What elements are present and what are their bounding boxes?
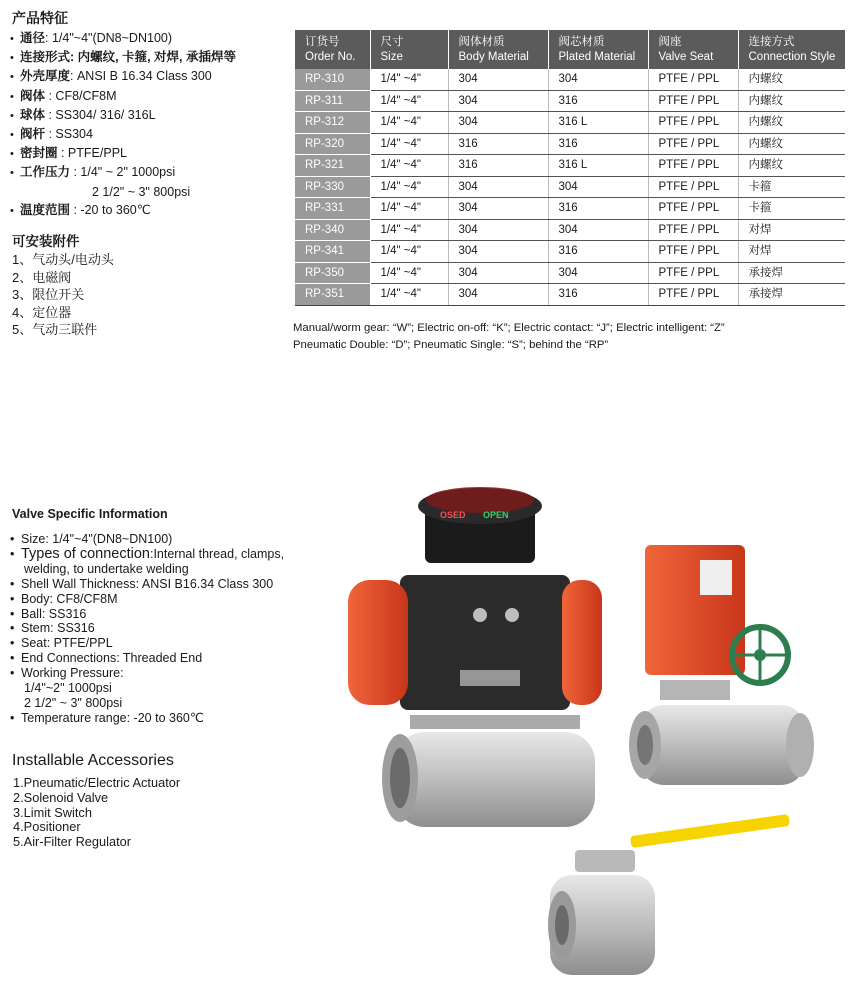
table-cell: 承接焊 [738,262,845,284]
column-header [370,30,448,69]
table-cell: 316 [548,90,648,112]
order-number-cell: RP-320 [295,133,370,155]
table-cell: PTFE / PPL [648,198,738,220]
column-header-en: Order No. [305,51,356,63]
list-item: • Temperature range: -20 to 360℃ [10,710,204,725]
order-number-cell: RP-321 [295,155,370,177]
order-number-cell: RP-330 [295,176,370,198]
table-cell: PTFE / PPL [648,262,738,284]
list-item: 2.Solenoid Valve [13,789,109,805]
list-item: 3、限位开关 [12,287,85,302]
table-cell: 对焊 [738,241,845,263]
table-row [295,198,845,220]
model-code-note [293,320,849,354]
table-cell: 304 [448,112,548,134]
table-cell: 内螺纹 [738,155,845,177]
note-line: Pneumatic Double: “D”; Pneumatic Single: “S”; behind the “RP” [293,339,609,351]
list-item: • 密封圈 : PTFE/PPL [10,146,127,161]
table-cell: 316 [448,155,548,177]
table-cell: 1/4" ~4" [370,133,448,155]
column-header-en: Body Material [458,51,529,63]
column-header [448,30,548,69]
list-item: 1、气动头/电动头 [12,252,114,267]
table-cell: 304 [448,198,548,220]
list-item: • Types of connection:Internal thread, clamps, welding, to undertake welding [10,545,285,576]
table-cell: 内螺纹 [738,90,845,112]
table-cell: 304 [448,262,548,284]
features-en-title: Valve Specific Information [12,507,168,521]
table-row [295,69,845,90]
indicator-open-text: OPEN [483,510,509,520]
table-cell: PTFE / PPL [648,133,738,155]
table-cell: 1/4" ~4" [370,284,448,306]
list-item: 4.Positioner [13,819,81,835]
table-cell: 316 [548,133,648,155]
list-item: • Body: CF8/CF8M [10,591,118,606]
accessories-zh-list [12,251,114,339]
column-header [295,30,370,69]
order-number-cell: RP-351 [295,284,370,306]
table-cell: 卡箍 [738,176,845,198]
order-number-cell: RP-311 [295,90,370,112]
indicator-closed-text: OSED [440,510,466,520]
table-cell: 316 [448,133,548,155]
table-cell: 316 L [548,112,648,134]
table-cell: 304 [548,176,648,198]
table-cell: 内螺纹 [738,69,845,90]
column-header-zh: 订货号 [305,36,340,48]
list-item: 3.Limit Switch [13,804,92,820]
table-row [295,155,845,177]
list-item: • Size: 1/4"~4"(DN8~DN100) [10,532,173,546]
table-cell: 卡箍 [738,198,845,220]
table-cell: 1/4" ~4" [370,262,448,284]
table-cell: 1/4" ~4" [370,176,448,198]
list-item: • 工作压力 : 1/4" ~ 2" 1000psi [10,165,176,180]
table-cell: 304 [448,284,548,306]
column-header [548,30,648,69]
table-cell: PTFE / PPL [648,241,738,263]
table-cell: 316 L [548,155,648,177]
table-row [295,219,845,241]
table-cell: PTFE / PPL [648,284,738,306]
list-item: • 通径: 1/4"~4"(DN8~DN100) [10,31,173,45]
list-item: 1.Pneumatic/Electric Actuator [13,775,181,790]
table-cell: 304 [548,219,648,241]
accessories-en-title: Installable Accessories [12,752,174,769]
list-item: • Working Pressure: 1/4"~2" 1000psi 2 1/2" ~ 3" 800psi [10,666,124,710]
accessories-zh-title: 可安装附件 [12,234,80,249]
list-item: 5、气动三联件 [12,322,98,337]
list-item: 5.Air-Filter Regulator [13,834,132,850]
table-row [295,176,845,198]
table-body [295,69,845,305]
column-header [738,30,845,69]
pneumatic-actuated-valve [348,487,602,827]
list-item: • Shell Wall Thickness: ANSI B16.34 Class 300 [10,576,274,591]
table-row [295,90,845,112]
table-cell: 304 [448,219,548,241]
table-cell: 304 [448,241,548,263]
order-number-cell: RP-341 [295,241,370,263]
table-cell: 内螺纹 [738,133,845,155]
table-cell: PTFE / PPL [648,90,738,112]
table-cell: 304 [448,90,548,112]
table-cell: PTFE / PPL [648,219,738,241]
list-item: • 阀体 : CF8/CF8M [10,88,117,103]
list-item: • 球体 : SS304/ 316/ 316L [10,107,156,122]
table-row [295,284,845,306]
table-cell: 1/4" ~4" [370,241,448,263]
list-item: • Ball: SS316 [10,606,87,621]
list-item: • 外壳厚度: ANSI B 16.34 Class 300 [10,69,212,84]
table-cell: 304 [548,69,648,90]
accessories-en-list [13,776,180,850]
table-cell: PTFE / PPL [648,112,738,134]
features-zh-title: 产品特征 [12,10,68,26]
column-header-en: Valve Seat [658,51,714,63]
order-number-cell: RP-340 [295,219,370,241]
column-header-en: Plated Material [558,51,636,63]
table-cell: 316 [548,241,648,263]
features-en-list [10,532,330,726]
table-row [295,262,845,284]
table-cell: 1/4" ~4" [370,219,448,241]
order-number-cell: RP-312 [295,112,370,134]
column-header [648,30,738,69]
table-cell: 316 [548,284,648,306]
features-zh-list [10,29,295,220]
list-item: 4、定位器 [12,304,72,320]
list-item: • Stem: SS316 [10,621,95,636]
table-cell: PTFE / PPL [648,155,738,177]
column-header-zh: 阀体材质 [458,36,505,48]
table-cell: 对焊 [738,219,845,241]
note-line: Manual/worm gear: “W”; Electric on-off: “K”; Electric contact: “J”; Electric intelligent: “Z” [293,322,725,334]
order-number-cell: RP-310 [295,69,370,90]
column-header-en: Size [380,51,403,63]
column-header-zh: 尺寸 [380,36,404,48]
table-cell: 1/4" ~4" [370,69,448,90]
manual-handle-valve [548,814,790,975]
list-item: • End Connections: Threaded End [10,651,203,666]
table-cell: PTFE / PPL [648,176,738,198]
table-cell: 1/4" ~4" [370,90,448,112]
table-row [295,133,845,155]
table-cell: 1/4" ~4" [370,155,448,177]
list-item: • Seat: PTFE/PPL [10,636,113,651]
list-item: • 温度范围 : -20 to 360℃ [10,202,151,217]
table-cell: 316 [548,198,648,220]
electric-actuated-valve [629,545,814,785]
table-row [295,241,845,263]
table-cell: PTFE / PPL [648,69,738,90]
table-row [295,112,845,134]
column-header-zh: 连接方式 [748,36,795,48]
order-number-cell: RP-331 [295,198,370,220]
column-header-zh: 阀座 [658,36,682,48]
column-header-zh: 阀芯材质 [558,36,605,48]
list-item: 2、电磁阀 [12,269,72,285]
table-cell: 304 [448,176,548,198]
table-cell: 内螺纹 [738,112,845,134]
table-cell: 承接焊 [738,284,845,306]
spec-table [295,30,845,306]
table-cell: 1/4" ~4" [370,198,448,220]
table-header-row [295,30,845,69]
list-item: 2 1/2" ~ 3" 800psi [92,184,191,199]
table-cell: 304 [448,69,548,90]
table-cell: 1/4" ~4" [370,112,448,134]
table-cell: 304 [548,262,648,284]
order-number-cell: RP-350 [295,262,370,284]
product-photos [340,470,855,995]
list-item: • 阀杆 : SS304 [10,127,93,142]
column-header-en: Connection Style [748,51,836,63]
list-item: • 连接形式: 内螺纹, 卡箍, 对焊, 承插焊等 [10,50,236,65]
